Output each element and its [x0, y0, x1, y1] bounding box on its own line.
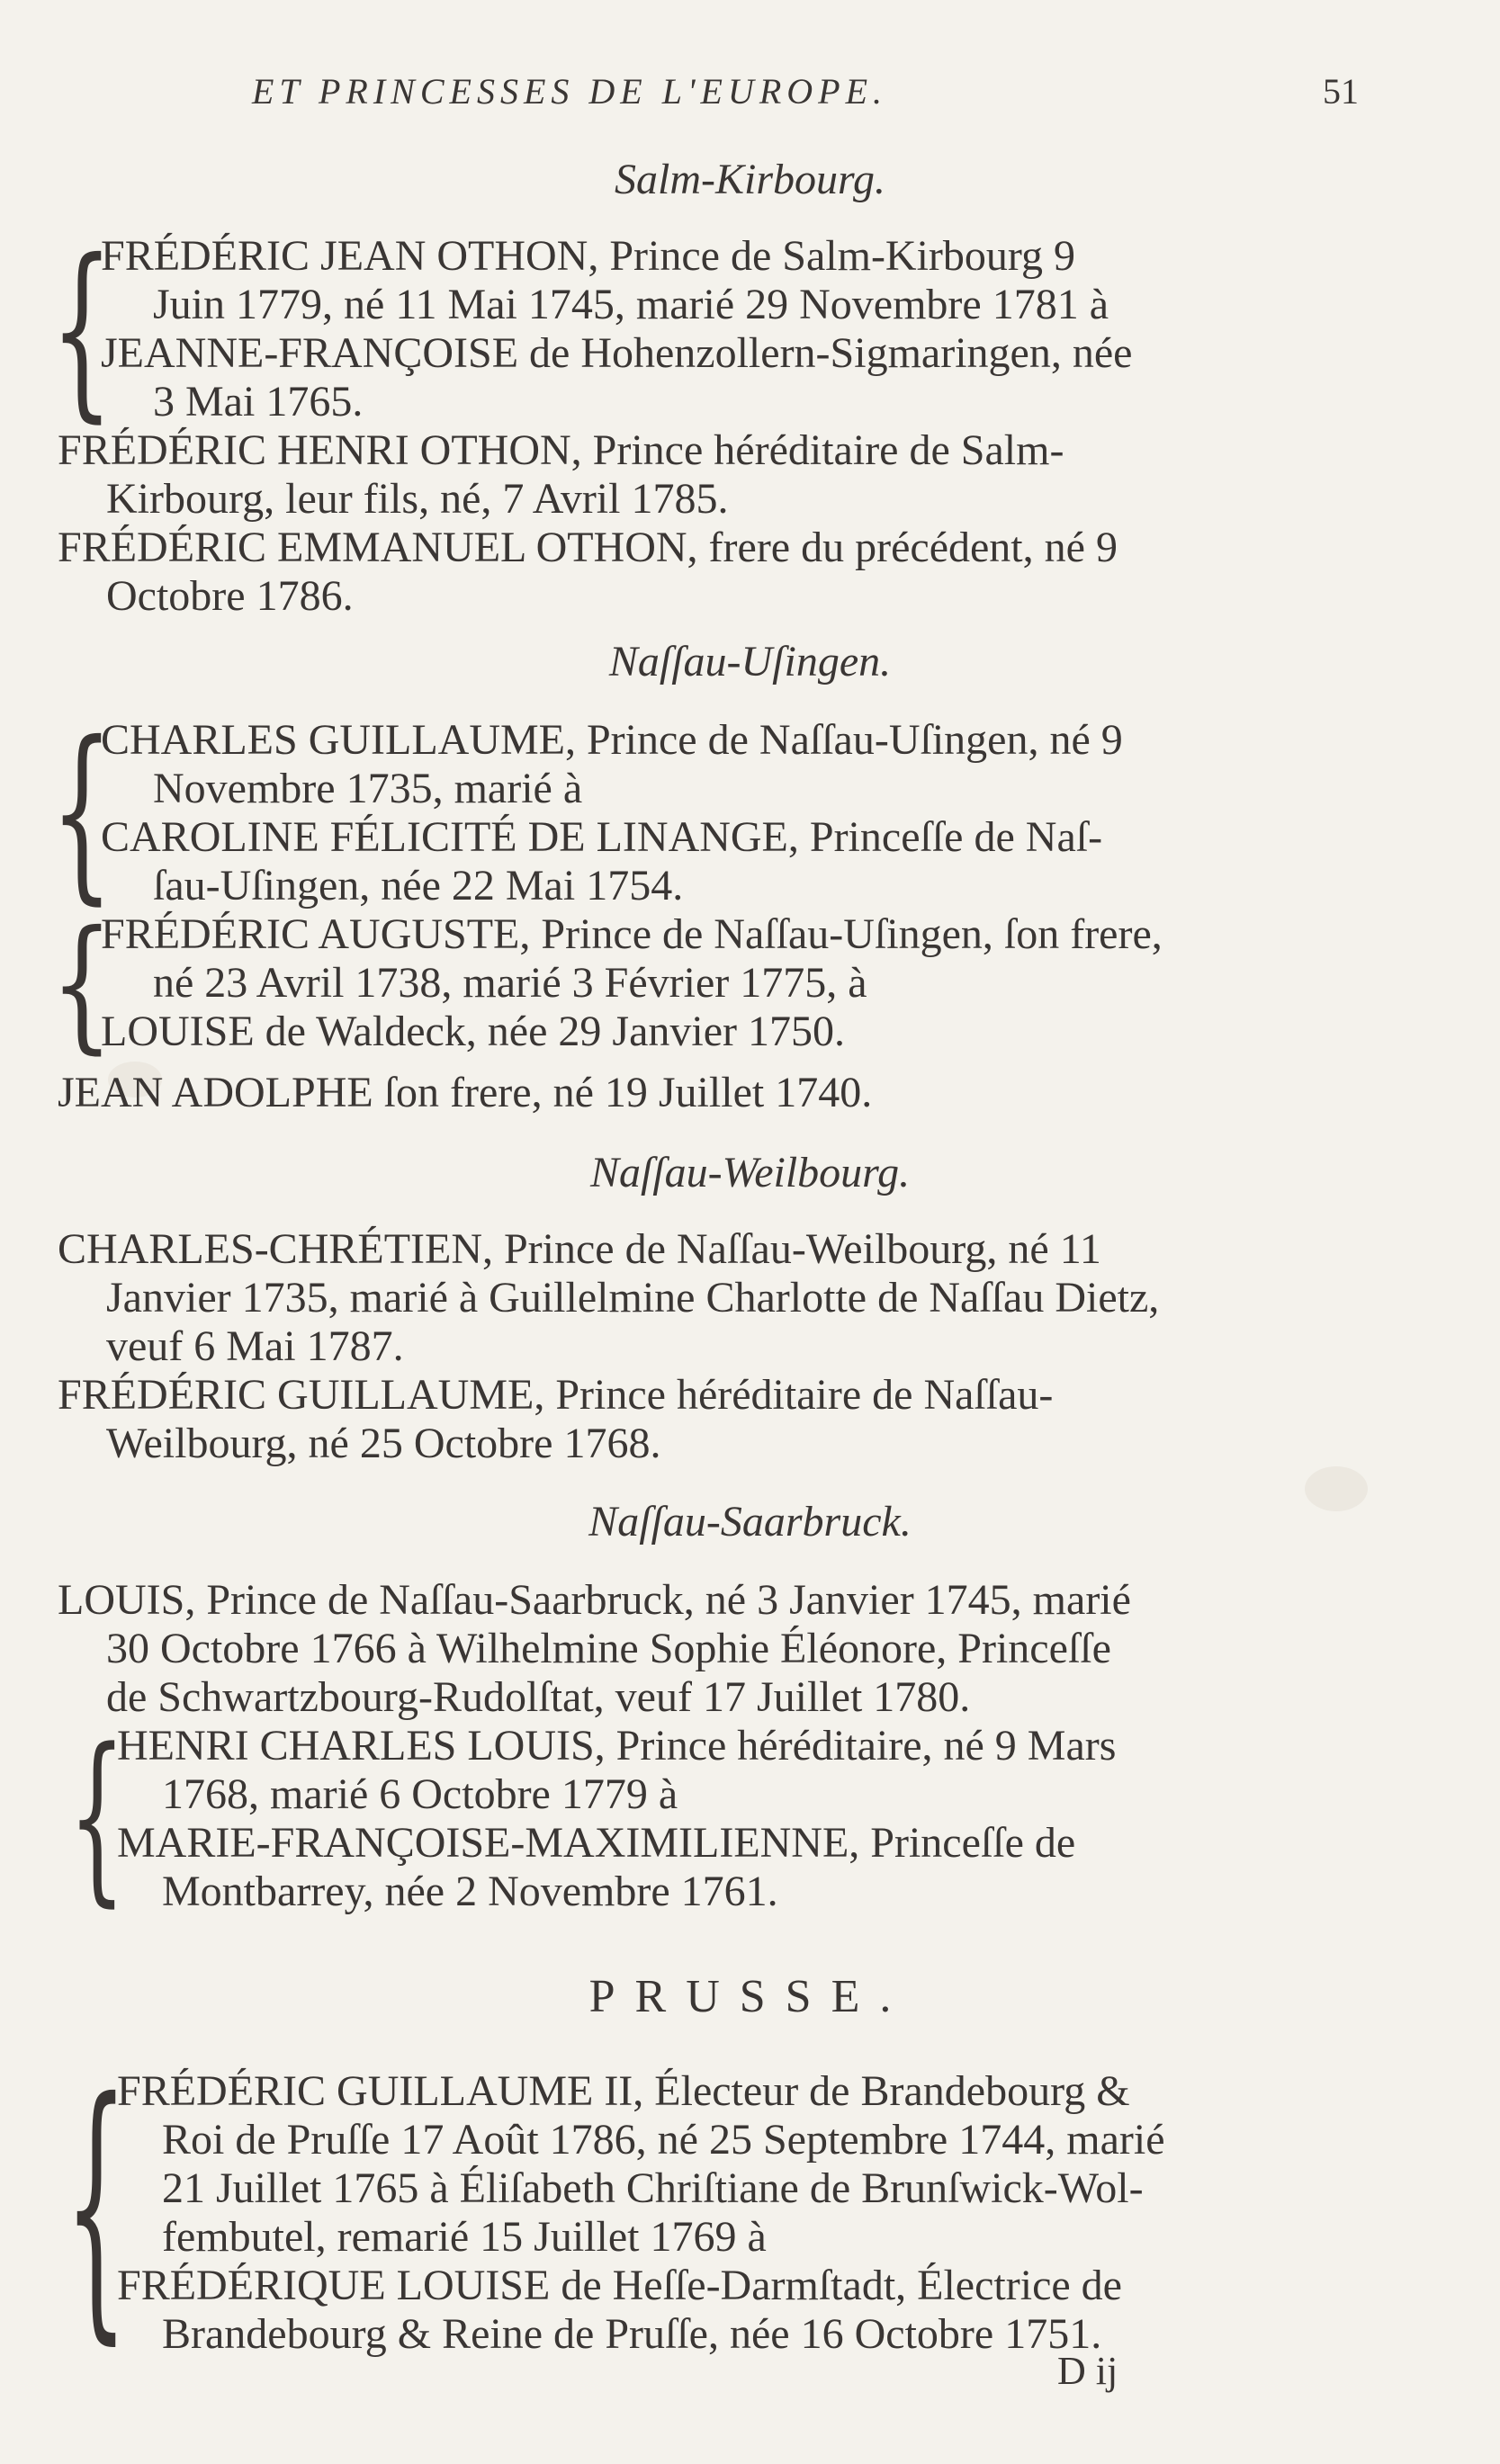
section-title-weilbourg: Naſſau-Weilbourg. [589, 1149, 911, 1196]
text-line: né 23 Avril 1738, marié 3 Février 1775, à [153, 959, 867, 1007]
brace-icon: { [68, 1709, 126, 1924]
text-line: fembutel, remarié 15 Juillet 1769 à [162, 2213, 767, 2261]
text-line: FRÉDÉRIC JEAN OTHON, Prince de Salm-Kirbourg 9 [101, 232, 1076, 280]
text-line: Juin 1779, né 11 Mai 1745, marié 29 Novembre 1781 à [153, 281, 1109, 328]
text-line: JEANNE-FRANÇOISE de Hohenzollern-Sigmaringen, née [101, 329, 1133, 377]
running-head-title: ET PRINCESSES DE L'EUROPE. [252, 71, 887, 112]
running-head [252, 70, 1359, 112]
signature-mark: D ij [1057, 2349, 1118, 2393]
text-line: Janvier 1735, marié à Guillelmine Charlotte de Naſſau Dietz, [106, 1274, 1160, 1322]
text-line: CHARLES-CHRÉTIEN, Prince de Naſſau-Weilbourg, né 11 [58, 1225, 1101, 1273]
text-line: 21 Juillet 1765 à Éliſabeth Chriſtiane de Brunſwick-Wol- [162, 2164, 1144, 2212]
text-line: FRÉDÉRIC HENRI OTHON, Prince héréditaire de Salm- [58, 426, 1064, 474]
text-line: FRÉDÉRIC AUGUSTE, Prince de Naſſau-Uſingen, ſon frere, [101, 910, 1163, 958]
text-line: FRÉDÉRIC EMMANUEL OTHON, frere du précédent, né 9 [58, 524, 1118, 571]
text-line: FRÉDÉRIQUE LOUISE de Heſſe-Darmſtadt, Électrice de [117, 2262, 1122, 2309]
text-line: Roi de Pruſſe 17 Août 1786, né 25 Septembre 1744, marié [162, 2116, 1165, 2164]
text-line: Novembre 1735, marié à [153, 765, 583, 812]
brace-icon: { [50, 220, 113, 440]
text-line: LOUIS, Prince de Naſſau-Saarbruck, né 3 Janvier 1745, marié [58, 1576, 1131, 1624]
section-title-saarbruck: Naſſau-Saarbruck. [588, 1498, 912, 1546]
text-line: FRÉDÉRIC GUILLAUME II, Électeur de Brandebourg & [117, 2067, 1130, 2115]
text-line: MARIE-FRANÇOISE-MAXIMILIENNE, Princeſſe de [117, 1819, 1076, 1867]
section-title-usingen: Naſſau-Uſingen. [608, 638, 892, 685]
text-line: 3 Mai 1765. [153, 378, 364, 426]
text-line: Octobre 1786. [106, 572, 354, 620]
text-line: 30 Octobre 1766 à Wilhelmine Sophie Éléonore, Princeſſe [106, 1625, 1111, 1672]
text-line: CHARLES GUILLAUME, Prince de Naſſau-Uſingen, né 9 [101, 716, 1123, 764]
text-line: HENRI CHARLES LOUIS, Prince héréditaire, né 9 Mars [117, 1722, 1117, 1770]
text-line: Kirbourg, leur fils, né, 7 Avril 1785. [106, 475, 729, 523]
text-line: de Schwartzbourg-Rudolſtat, veuf 17 Juillet 1780. [106, 1673, 971, 1721]
text-line: 1768, marié 6 Octobre 1779 à [162, 1770, 678, 1818]
brace-icon: { [50, 900, 113, 1068]
text-line: CAROLINE FÉLICITÉ DE LINANGE, Princeſſe de Naſ- [101, 813, 1103, 861]
page-number: 51 [1323, 71, 1359, 112]
text-line: Brandebourg & Reine de Pruſſe, née 16 Octobre 1751. [162, 2310, 1102, 2358]
text-line: Weilbourg, né 25 Octobre 1768. [106, 1420, 661, 1467]
text-line: veuf 6 Mai 1787. [106, 1322, 404, 1370]
text-line: FRÉDÉRIC GUILLAUME, Prince héréditaire de Naſſau- [58, 1371, 1054, 1419]
text-line: JEAN ADOLPHE ſon frere, né 19 Juillet 1740. [58, 1069, 873, 1116]
brace-icon: { [65, 2043, 128, 2369]
text-line: ſau-Uſingen, née 22 Mai 1754. [153, 862, 684, 909]
text-line: Montbarrey, née 2 Novembre 1761. [162, 1868, 778, 1915]
section-title-salm: Salm-Kirbourg. [615, 156, 885, 203]
country-heading-prusse: PRUSSE. [588, 1971, 912, 2022]
brace-icon: { [50, 702, 113, 922]
text-line: LOUISE de Waldeck, née 29 Janvier 1750. [101, 1008, 846, 1055]
